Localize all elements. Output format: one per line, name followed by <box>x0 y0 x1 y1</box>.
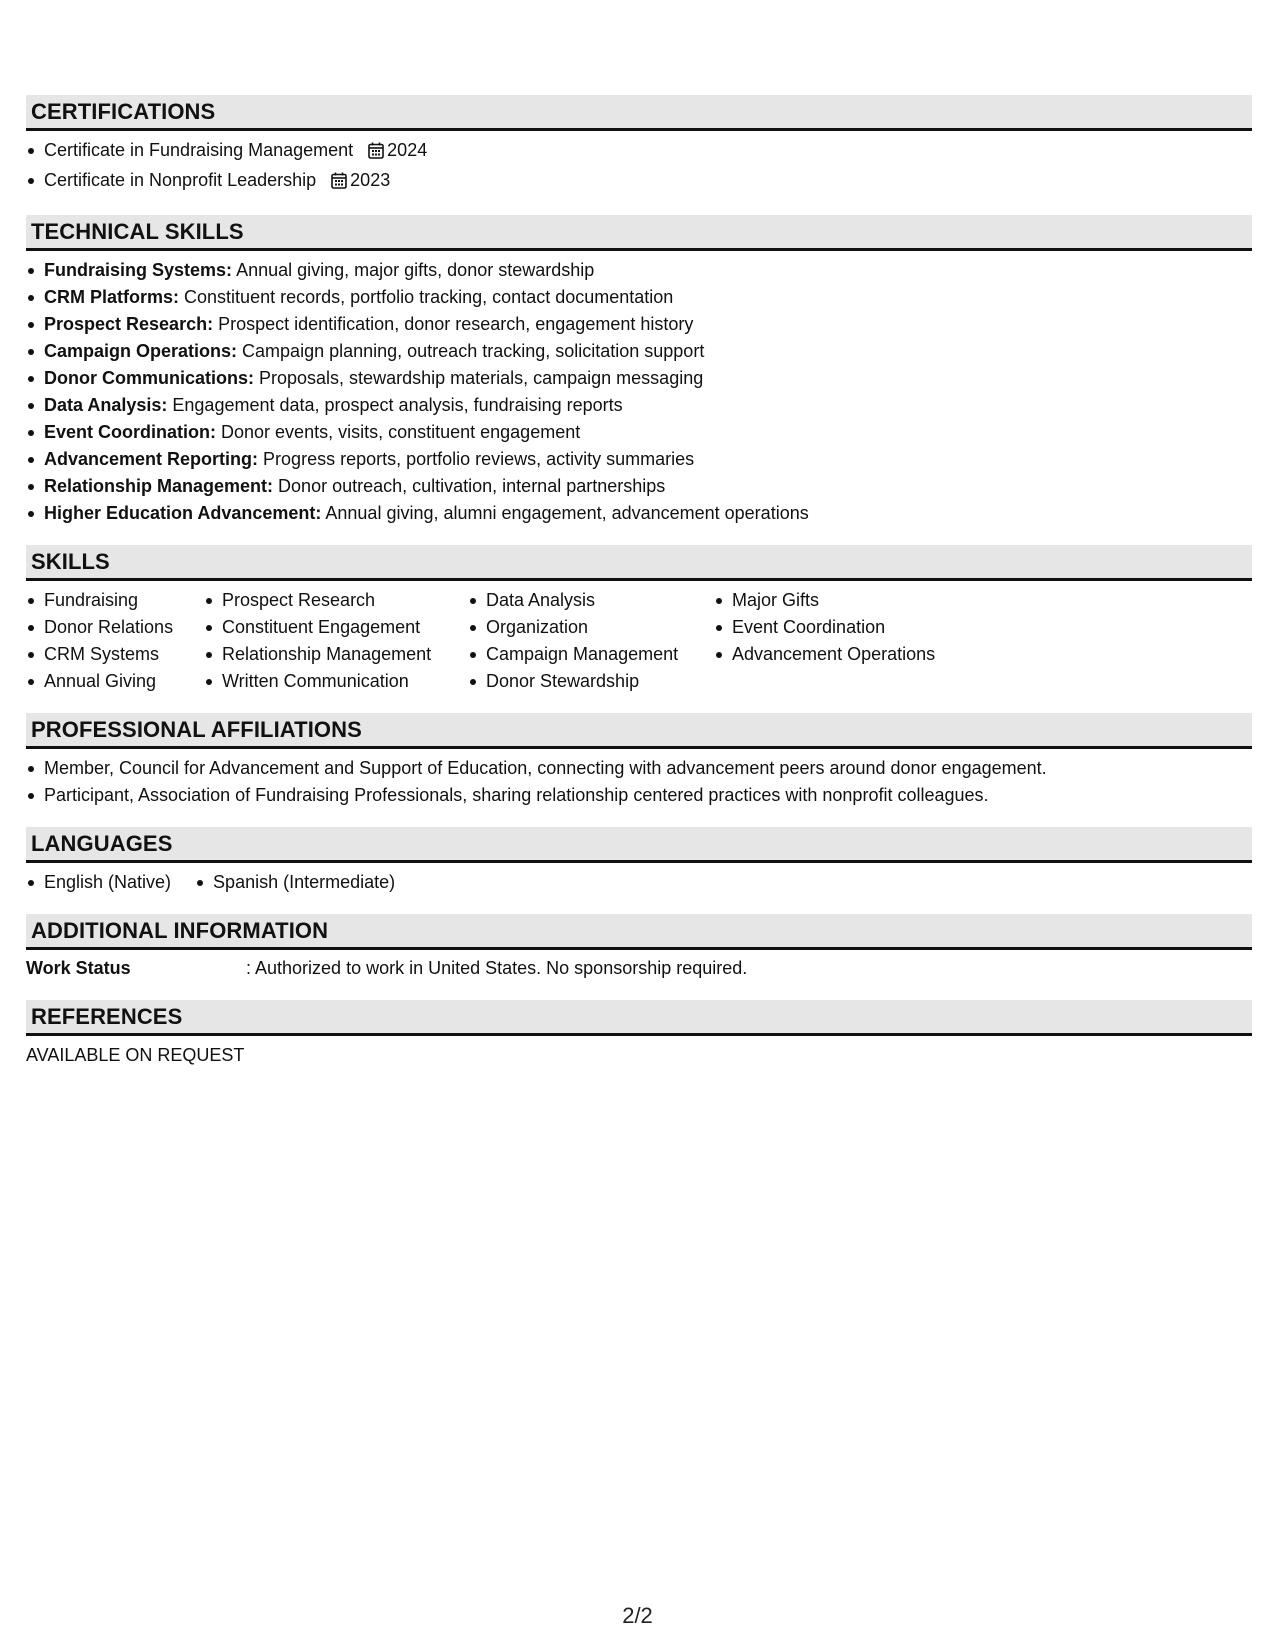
skill-item: Written Communication <box>204 668 448 695</box>
technical-skill-value: Prospect identification, donor research, engagement history <box>218 314 694 334</box>
technical-skill-label: Donor Communications: <box>44 368 254 388</box>
skill-item: Event Coordination <box>714 614 935 641</box>
technical-skill-value: Campaign planning, outreach tracking, solicitation support <box>242 341 705 361</box>
certification-item <box>26 167 1252 197</box>
technical-skills-header <box>26 215 1252 251</box>
skills-column <box>714 587 935 695</box>
references-text: AVAILABLE ON REQUEST <box>26 1045 245 1065</box>
section-title: PROFESSIONAL AFFILIATIONS <box>31 716 362 742</box>
technical-skill-label: Fundraising Systems: <box>44 260 233 280</box>
technical-skills-section <box>26 215 1252 527</box>
technical-skill-item <box>26 338 1252 365</box>
languages-header <box>26 827 1252 863</box>
work-status-label: Work Status <box>26 958 131 978</box>
technical-skill-value: Donor outreach, cultivation, internal partnerships <box>278 476 666 496</box>
certifications-header <box>26 95 1252 131</box>
languages-list <box>26 869 1252 896</box>
skills-grid <box>26 587 1252 695</box>
technical-skill-value: Annual giving, alumni engagement, advancement operations <box>325 503 809 523</box>
affiliations-header <box>26 713 1252 749</box>
technical-skill-label: CRM Platforms: <box>44 287 180 307</box>
technical-skill-item <box>26 500 1252 527</box>
affiliation-item: Participant, Association of Fundraising Professionals, sharing relationship centered practices with nonprofit colleagues. <box>26 782 1252 809</box>
technical-skill-value: Constituent records, portfolio tracking, contact documentation <box>184 287 674 307</box>
technical-skill-label: Campaign Operations: <box>44 341 238 361</box>
section-title: SKILLS <box>31 548 110 574</box>
certification-name: Certificate in Nonprofit Leadership <box>44 170 317 190</box>
skills-header <box>26 545 1252 581</box>
technical-skill-label: Event Coordination: <box>44 422 216 442</box>
certification-item <box>26 137 1252 167</box>
technical-skill-item <box>26 311 1252 338</box>
calendar-icon <box>368 140 384 167</box>
skills-column <box>26 587 184 695</box>
references-section <box>26 1000 1252 1069</box>
calendar-icon <box>331 170 347 197</box>
technical-skill-item <box>26 392 1252 419</box>
resume-page <box>26 95 1252 1087</box>
language-item: Spanish (Intermediate) <box>195 869 395 896</box>
skills-column <box>204 587 448 695</box>
skill-item: Organization <box>468 614 694 641</box>
section-title: CERTIFICATIONS <box>31 98 216 124</box>
section-title: REFERENCES <box>31 1003 183 1029</box>
technical-skill-item <box>26 446 1252 473</box>
page-number: 2/2 <box>622 1603 653 1628</box>
skill-item: CRM Systems <box>26 641 184 668</box>
skill-item: Data Analysis <box>468 587 694 614</box>
affiliation-item: Member, Council for Advancement and Support of Education, connecting with advancement peers around donor engagement. <box>26 755 1252 782</box>
certifications-list <box>26 137 1252 197</box>
additional-info-section <box>26 914 1252 982</box>
section-title: ADDITIONAL INFORMATION <box>31 917 329 943</box>
technical-skill-item <box>26 284 1252 311</box>
section-title: TECHNICAL SKILLS <box>31 218 244 244</box>
technical-skill-label: Data Analysis: <box>44 395 168 415</box>
additional-info-header <box>26 914 1252 950</box>
skill-item: Relationship Management <box>204 641 448 668</box>
skill-item: Advancement Operations <box>714 641 935 668</box>
technical-skill-value: Progress reports, portfolio reviews, activity summaries <box>263 449 695 469</box>
skill-item: Constituent Engagement <box>204 614 448 641</box>
technical-skill-label: Higher Education Advancement: <box>44 503 322 523</box>
technical-skill-item <box>26 257 1252 284</box>
skill-item: Donor Relations <box>26 614 184 641</box>
technical-skill-value: Proposals, stewardship materials, campaign messaging <box>259 368 704 388</box>
languages-section <box>26 827 1252 896</box>
technical-skill-value: Annual giving, major gifts, donor stewardship <box>236 260 595 280</box>
skill-item: Donor Stewardship <box>468 668 694 695</box>
technical-skill-value: Engagement data, prospect analysis, fundraising reports <box>172 395 623 415</box>
technical-skill-label: Advancement Reporting: <box>44 449 259 469</box>
skill-item: Major Gifts <box>714 587 935 614</box>
skills-section <box>26 545 1252 695</box>
technical-skill-label: Prospect Research: <box>44 314 214 334</box>
certifications-section <box>26 95 1252 197</box>
work-status-value: : Authorized to work in United States. No sponsorship required. <box>246 958 748 978</box>
certification-name: Certificate in Fundraising Management <box>44 140 354 160</box>
section-title: LANGUAGES <box>31 830 173 856</box>
affiliations-list <box>26 755 1252 809</box>
certification-year: 2023 <box>350 170 391 190</box>
skills-column <box>468 587 694 695</box>
affiliations-section <box>26 713 1252 809</box>
references-header <box>26 1000 1252 1036</box>
skill-item: Annual Giving <box>26 668 184 695</box>
certification-year: 2024 <box>387 140 428 160</box>
technical-skill-item <box>26 365 1252 392</box>
skill-item: Fundraising <box>26 587 184 614</box>
work-status-row <box>26 955 1252 982</box>
technical-skill-value: Donor events, visits, constituent engagement <box>221 422 581 442</box>
skill-item: Prospect Research <box>204 587 448 614</box>
technical-skill-label: Relationship Management: <box>44 476 274 496</box>
language-item: English (Native) <box>26 869 171 896</box>
skill-item: Campaign Management <box>468 641 694 668</box>
technical-skill-item <box>26 473 1252 500</box>
technical-skill-item <box>26 419 1252 446</box>
technical-skills-list <box>26 257 1252 527</box>
